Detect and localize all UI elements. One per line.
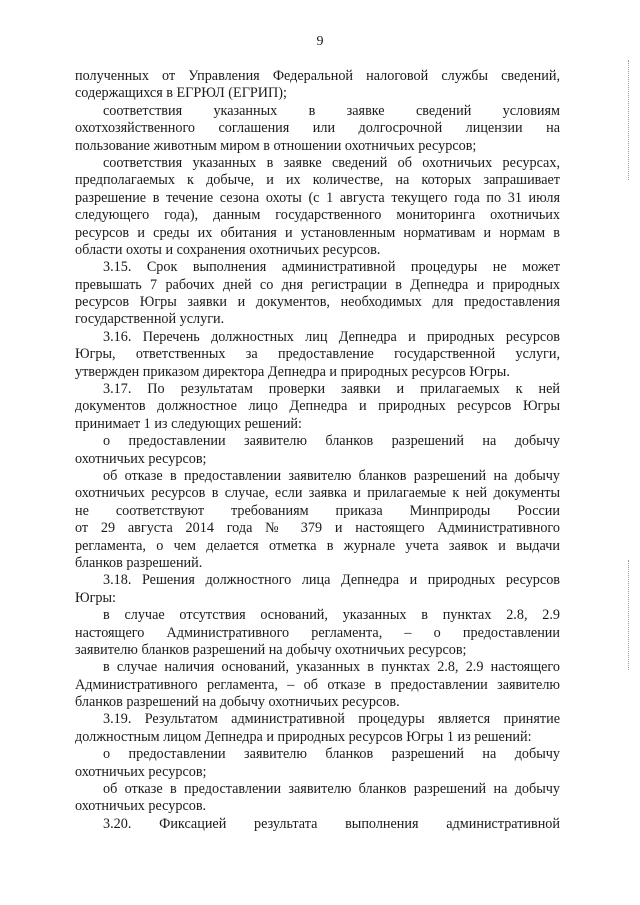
text-line: 3.18. Решения должностного лица Депнедра и природных ресурсов (103, 572, 560, 589)
text-line: о предоставлении заявителю бланков разрешений на добычу (103, 746, 560, 763)
text-line: в случае отсутствия оснований, указанных в пунктах 2.8, 2.9 (103, 607, 560, 624)
text-line: бланков разрешений на добычу охотничьих ресурсов. (75, 694, 400, 711)
text-line: 3.20. Фиксацией результата выполнения административной (103, 815, 560, 832)
text-line: области охоты и сохранения охотничьих ресурсов. (75, 241, 381, 258)
text-line: утвержден приказом директора Депнедра и природных ресурсов Югры. (75, 363, 510, 380)
text-line: превышать 7 рабочих дней со дня регистрации в Депнедра и природных (75, 276, 560, 293)
text-line: пользование животным миром в отношении охотничьих ресурсов; (75, 137, 477, 154)
text-line: 3.15. Срок выполнения административной процедуры не может (103, 259, 560, 276)
text-line: охотничьих ресурсов в случае, если заявка и прилагаемые к ней документы (75, 485, 560, 502)
text-line: Административного регламента, – об отказе в предоставлении заявителю (75, 676, 560, 693)
scan-edge-mark (628, 60, 629, 180)
text-line: об отказе в предоставлении заявителю бланков разрешений на добычу (103, 781, 560, 798)
text-line: ресурсов Югры заявки и документов, необходимых для предоставления (75, 294, 560, 311)
text-line: предполагаемых к добыче, и их количестве, на которых запрашивает (75, 172, 560, 189)
text-line: следующего года), данным государственного мониторинга охотничьих (75, 207, 560, 224)
text-line: соответствия указанных в заявке сведений об охотничьих ресурсах, (103, 154, 560, 171)
text-line: охотничьих ресурсов; (75, 763, 207, 780)
text-line: 3.16. Перечень должностных лиц Депнедра и природных ресурсов (103, 328, 560, 345)
text-line: охотничьих ресурсов. (75, 798, 207, 815)
text-line: заявителю бланков разрешений на добычу охотничьих ресурсов; (75, 641, 467, 658)
text-line: не соответствуют требованиям приказа Минприроды России (75, 502, 560, 519)
scan-edge-mark (628, 560, 629, 670)
text-line: разрешение в течение сезона охоты (с 1 августа текущего года по 31 июля (75, 189, 560, 206)
text-line: о предоставлении заявителю бланков разрешений на добычу (103, 433, 560, 450)
page-number: 9 (316, 34, 324, 49)
text-line: 3.19. Результатом административной процедуры является принятие (103, 711, 560, 728)
text-line: от 29 августа 2014 года № 379 и настоящего Административного (75, 520, 560, 537)
text-line: в случае наличия оснований, указанных в пунктах 2.8, 2.9 настоящего (103, 659, 560, 676)
text-line: соответствия указанных в заявке сведений условиям (103, 102, 560, 119)
text-line: 3.17. По результатам проверки заявки и прилагаемых к ней (103, 381, 560, 398)
text-line: бланков разрешений. (75, 554, 203, 571)
text-line: ресурсов и среды их обитания и установленным нормативам и нормам в (75, 224, 560, 241)
document-body (75, 68, 560, 833)
text-line: полученных от Управления Федеральной налоговой службы сведений, (75, 68, 560, 84)
text-line: Югры: (75, 589, 116, 606)
text-line: должностным лицом Депнедра и природных ресурсов Югры 1 из решений: (75, 728, 532, 745)
text-line: принимает 1 из следующих решений: (75, 415, 302, 432)
text-line: охотничьих ресурсов; (75, 450, 207, 467)
text-line: документов должностное лицо Депнедра и природных ресурсов Югры (75, 398, 560, 415)
text-line: об отказе в предоставлении заявителю бланков разрешений на добычу (103, 467, 560, 484)
text-line: содержащихся в ЕГРЮЛ (ЕГРИП); (75, 85, 287, 102)
text-line: настоящего Административного регламента, – о предоставлении (75, 624, 560, 641)
text-line: государственной услуги. (75, 311, 225, 328)
text-line: Югры, ответственных за предоставление государственной услуги, (75, 346, 560, 363)
text-line: регламента, о чем делается отметка в журнале учета заявок и выдачи (75, 537, 560, 554)
text-line: охотхозяйственного соглашения или долгосрочной лицензии на (75, 120, 560, 137)
